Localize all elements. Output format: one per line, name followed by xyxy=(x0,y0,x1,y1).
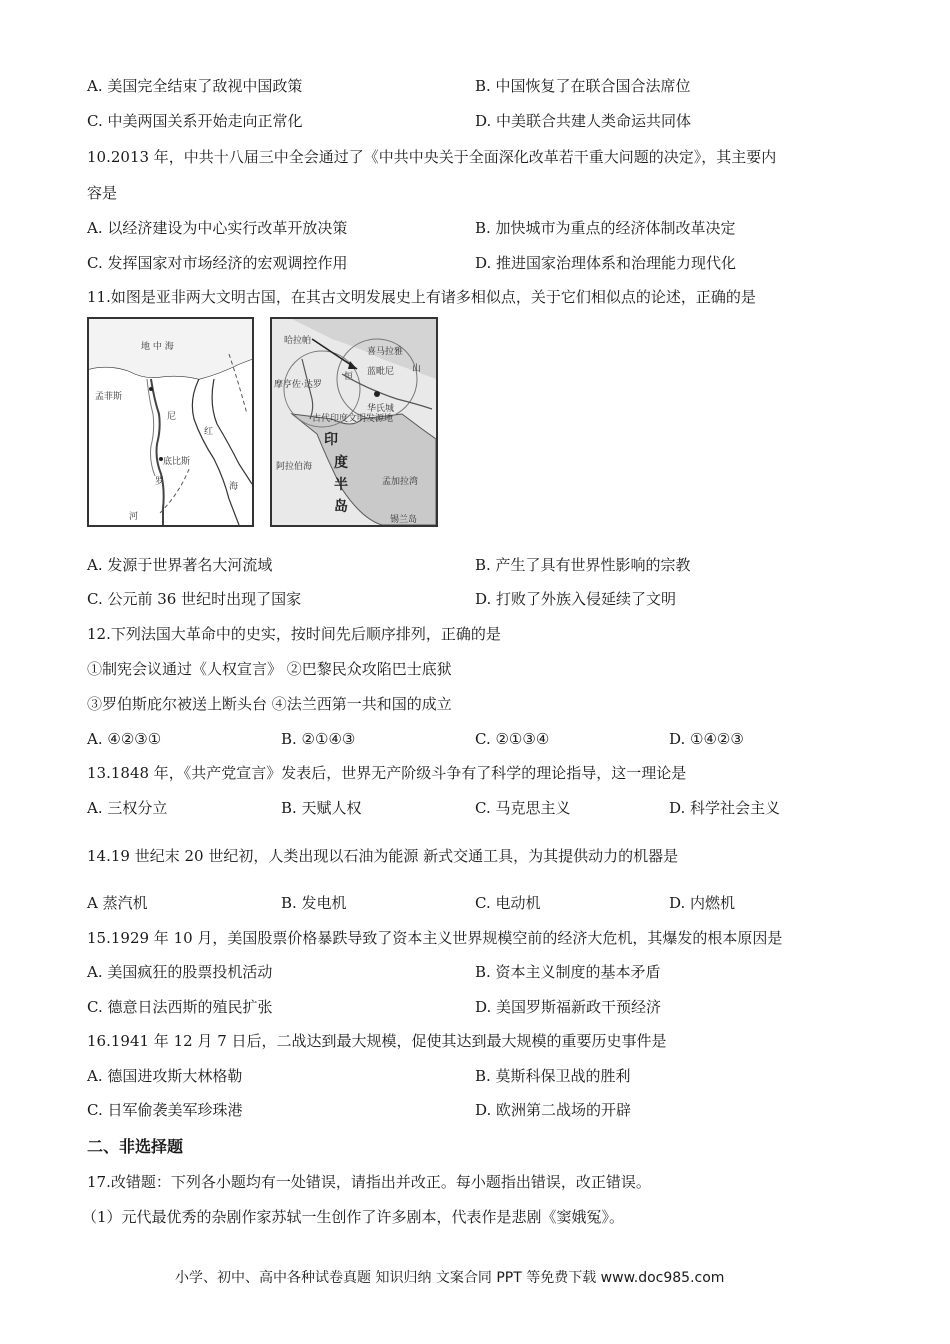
map-label-ceylon: 锡兰岛 xyxy=(390,515,418,525)
q11-stem: 11.如图是亚非两大文明古国，在其古文明发展史上有诸多相似点，关于它们相似点的论述，正确的是 xyxy=(87,288,756,306)
q12-option-b: B. ②①④③ xyxy=(281,730,356,748)
india-map xyxy=(270,317,438,527)
q16-option-a: A. 德国进攻斯大林格勒 xyxy=(87,1067,243,1085)
q9-option-b: B. 中国恢复了在联合国合法席位 xyxy=(475,77,691,95)
q11-option-b: B. 产生了具有世界性影响的宗教 xyxy=(475,556,691,574)
map-label-ban: 半 xyxy=(334,477,348,493)
q12-option-d: D. ①④②③ xyxy=(669,730,744,748)
q15-option-c: C. 德意日法西斯的殖民扩张 xyxy=(87,998,273,1016)
map-label-bengal: 孟加拉湾 xyxy=(382,477,419,487)
map-label-nile3: 河 xyxy=(129,512,139,522)
q9-option-d: D. 中美联合共建人类命运共同体 xyxy=(475,112,692,130)
q9-option-a: A. 美国完全结束了敌视中国政策 xyxy=(87,77,303,95)
q12-option-c: C. ②①③④ xyxy=(475,730,550,748)
q10-option-d: D. 推进国家治理体系和治理能力现代化 xyxy=(475,254,737,272)
map-label-memphis: 孟菲斯 xyxy=(95,392,123,402)
q14-option-d: D. 内燃机 xyxy=(669,894,736,912)
map-label-du: 度 xyxy=(334,455,348,471)
map-label-nile1: 尼 xyxy=(167,412,177,422)
q16-option-d: D. 欧洲第二战场的开辟 xyxy=(475,1101,632,1119)
map-label-himalaya: 喜马拉雅 xyxy=(367,347,404,357)
q11-option-a: A. 发源于世界著名大河流域 xyxy=(87,556,273,574)
q14-option-b: B. 发电机 xyxy=(281,894,347,912)
q10-stem: 10.2013 年，中共十八届三中全会通过了《中共中央关于全面深化改革若干重大问题的决定》，其主要内 xyxy=(87,148,777,166)
map-label-arabian: 阿拉伯海 xyxy=(276,462,313,472)
q10-option-c: C. 发挥国家对市场经济的宏观调控作用 xyxy=(87,254,348,272)
map-label-mountain: 山 xyxy=(412,364,422,374)
q16-option-b: B. 莫斯科保卫战的胜利 xyxy=(475,1067,631,1085)
map-label-thebes: 底比斯 xyxy=(163,457,191,467)
q14-stem: 14.19 世纪末 20 世纪初，人类出现以石油为能源 新式交通工具，为其提供动力的机器是 xyxy=(87,847,679,865)
q13-option-a: A. 三权分立 xyxy=(87,799,168,817)
q12-items-2: ③罗伯斯庇尔被送上断头台 ④法兰西第一共和国的成立 xyxy=(87,695,452,713)
section-heading: 二、非选择题 xyxy=(87,1137,184,1156)
q9-option-c: C. 中美两国关系开始走向正常化 xyxy=(87,112,303,130)
map-label-sea: 地 中 海 xyxy=(141,342,174,352)
q15-stem: 15.1929 年 10 月，美国股票价格暴跌导致了资本主义世界规模空前的经济大危机，其爆发的根本原因是 xyxy=(87,929,783,947)
map-label-harappa: 哈拉帕 xyxy=(284,336,312,346)
q16-stem: 16.1941 年 12 月 7 日后，二战达到最大规模，促使其达到最大规模的重要历史事件是 xyxy=(87,1032,667,1050)
q15-option-a: A. 美国疯狂的股票投机活动 xyxy=(87,963,273,981)
map-label-civ: 古代印度文明发源地 xyxy=(312,414,394,424)
q11-option-c: C. 公元前 36 世纪时出现了国家 xyxy=(87,590,302,608)
map-label-dao: 岛 xyxy=(334,499,348,515)
q13-option-d: D. 科学社会主义 xyxy=(669,799,781,817)
q13-option-b: B. 天赋人权 xyxy=(281,799,362,817)
q14-option-c: C. 电动机 xyxy=(475,894,541,912)
map-label-red2: 海 xyxy=(229,482,239,492)
q13-option-c: C. 马克思主义 xyxy=(475,799,571,817)
q13-stem: 13.1848 年，《共产党宣言》发表后，世界无产阶级斗争有了科学的理论指导，这一理论是 xyxy=(87,764,687,782)
map-label-hua: 华氏城 xyxy=(367,404,395,414)
q10-option-a: A. 以经济建设为中心实行改革开放决策 xyxy=(87,219,348,237)
q15-option-b: B. 资本主义制度的基本矛盾 xyxy=(475,963,661,981)
q15-option-d: D. 美国罗斯福新政干预经济 xyxy=(475,998,662,1016)
page-footer: 小学、初中、高中各种试卷真题 知识归纳 文案合同 PPT 等免费下载 www.doc985.com xyxy=(175,1270,725,1286)
q12-stem: 12.下列法国大革命中的史实，按时间先后顺序排列，正确的是 xyxy=(87,625,501,643)
map-label-ganges: 恒 xyxy=(344,372,354,382)
q12-items-1: ①制宪会议通过《人权宣言》 ②巴黎民众攻陷巴士底狱 xyxy=(87,660,452,678)
q11-option-d: D. 打败了外族入侵延续了文明 xyxy=(475,590,677,608)
q16-option-c: C. 日军偷袭美军珍珠港 xyxy=(87,1101,243,1119)
q17-sub-1: （1）元代最优秀的杂剧作家苏轼一生创作了许多剧本，代表作是悲剧《窦娥冤》。 xyxy=(82,1208,625,1226)
q12-option-a: A. ④②③① xyxy=(87,730,162,748)
map-label-mohenjo: 摩亨佐·达罗 xyxy=(274,380,322,390)
map-label-red1: 红 xyxy=(204,427,214,437)
q10-option-b: B. 加快城市为重点的经济体制改革决定 xyxy=(475,219,736,237)
q10-stem-cont: 容是 xyxy=(87,184,118,202)
q14-option-a: A 蒸汽机 xyxy=(87,894,148,912)
map-label-indo: 印 xyxy=(324,432,338,448)
map-label-nile2: 罗 xyxy=(155,477,165,487)
map-label-lanbini: 蓝毗尼 xyxy=(367,367,395,377)
egypt-map xyxy=(87,317,254,527)
q17-stem: 17.改错题：下列各小题均有一处错误，请指出并改正。每小题指出错误，改正错误。 xyxy=(87,1173,651,1191)
